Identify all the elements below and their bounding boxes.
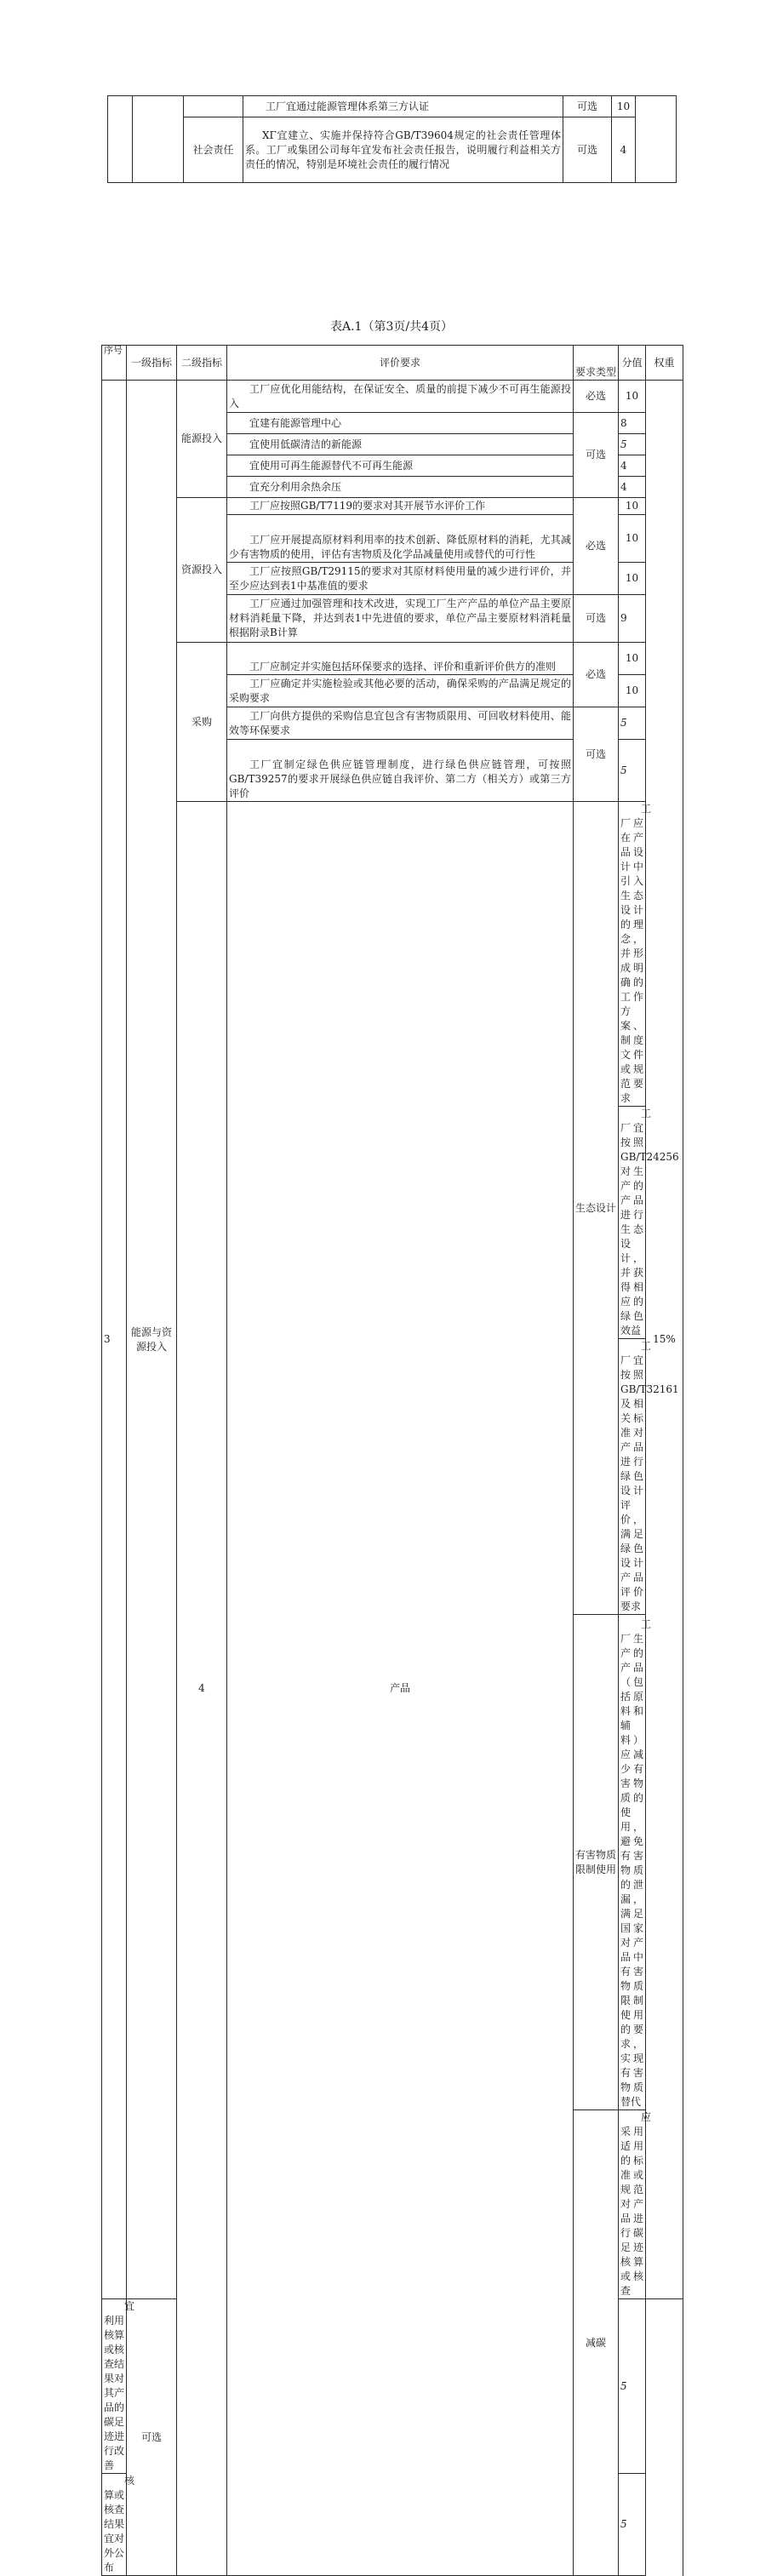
score-cell: 4 <box>619 455 646 477</box>
section-no: 3 <box>102 381 127 2299</box>
requirement-cell: 工厂应确定并实施检验或其他必要的活动，确保采购的产品满足规定的采购要求 <box>227 675 574 707</box>
requirement-cell: XΓ宜建立、实施并保持符合GB/T39604规定的社会责任管理体系。工厂或集团公司每年宜发布社会责任报告，说明履行利益相关方责任的情况，特别是环境社会责任的履行情况 <box>243 117 563 183</box>
score-cell: 5 <box>619 2474 646 2576</box>
requirement-cell: 工厂宜通过能源管理体系第三方认证 <box>243 96 563 117</box>
requirement-cell: 宜建有能源管理中心 <box>227 413 574 434</box>
requirement-cell: 工厂宜制定绿色供应链管理制度，进行绿色供应链管理，可按照GB/T39257的要求开展绿色供应链自我评价、第二方（相关方）或第三方评价 <box>227 740 574 802</box>
requirement-cell: 工厂应通过加强管理和技术改进，实现工厂生产产品的单位产品主要原材料消耗量下降，并达到表1中先进值的要求，单位产品主要原材料消耗量根据附录B计算 <box>227 595 574 643</box>
requirement-cell: 宜利用核算或核查结果对其产品的碳足迹进行改善 <box>102 2299 127 2474</box>
score-cell: 5 <box>619 434 646 455</box>
type-cell: 可选 <box>127 2299 177 2576</box>
table-caption: 表A.1（第3页/共4页） <box>330 320 453 334</box>
table-row <box>102 802 683 1107</box>
header-level1: 一级指标 <box>127 346 177 381</box>
level2-cell: 有害物质限制使用 <box>574 1615 619 2110</box>
header-weight: 权重 <box>646 346 683 381</box>
score-cell: 10 <box>619 381 646 413</box>
score-cell: 10 <box>619 675 646 707</box>
evaluation-table <box>101 345 683 2576</box>
score-cell: 10 <box>619 515 646 563</box>
score-cell: 9 <box>619 595 646 643</box>
score-cell: 5 <box>619 740 646 802</box>
score-cell: 4 <box>619 477 646 498</box>
level2-cell: 减碳 <box>574 2110 619 2576</box>
header-score: 分值 <box>619 346 646 381</box>
requirement-cell: 宜使用可再生能源替代不可再生能源 <box>227 455 574 477</box>
type-cell: 必选 <box>574 643 619 707</box>
requirement-cell: 宜使用低碳清洁的新能源 <box>227 434 574 455</box>
score-cell: 5 <box>619 2299 646 2474</box>
empty-cell <box>108 96 133 183</box>
type-cell: 必选 <box>574 498 619 595</box>
type-cell: 必选 <box>574 381 619 413</box>
requirement-cell: 工厂应优化用能结构，在保证安全、质量的前提下减少不可再生能源投入 <box>227 381 574 413</box>
requirement-cell: 工厂应按照GB/T29115的要求对其原材料使用量的减少进行评价，并至少应达到表1中基准值的要求 <box>227 563 574 595</box>
type-cell: 可选 <box>574 413 619 498</box>
requirement-cell: 工厂宜按照GB/T32161及相关标准对产品进行绿色设计评价，满足绿色设计产品评价要求 <box>619 1339 646 1615</box>
score-cell: 5 <box>619 707 646 740</box>
requirement-cell: 工厂向供方提供的采购信息宜包含有害物质限用、可回收材料使用、能效等环保要求 <box>227 707 574 740</box>
score-cell: 10 <box>619 498 646 515</box>
level1-cell: 产品 <box>227 802 574 2576</box>
requirement-cell: 宜充分利用余热余压 <box>227 477 574 498</box>
type-cell: 可选 <box>563 96 612 117</box>
score-cell: 10 <box>619 563 646 595</box>
requirement-cell: 工厂应制定并实施包括环保要求的选择、评价和重新评价供方的准则 <box>227 643 574 675</box>
table-header-row <box>102 346 683 381</box>
table-row <box>102 498 683 515</box>
header-requirement: 评价要求 <box>227 346 574 381</box>
empty-cell <box>636 96 677 183</box>
empty-cell <box>133 96 184 183</box>
header-type: 要求类型 <box>574 346 619 381</box>
level2-cell: 能源投入 <box>177 381 227 498</box>
table-row <box>102 643 683 675</box>
weight-cell: 15% <box>646 381 683 2299</box>
type-cell: 可选 <box>563 117 612 183</box>
level2-cell: 生态设计 <box>574 802 619 1615</box>
level1-cell: 能源与资源投入 <box>127 381 177 2299</box>
header-no: 序号 <box>102 346 127 381</box>
score-cell: 4 <box>612 117 636 183</box>
requirement-cell: 核算或核查结果宜对外公布 <box>102 2474 127 2576</box>
table-row <box>102 381 683 413</box>
continuation-table <box>107 95 677 183</box>
header-level2: 二级指标 <box>177 346 227 381</box>
score-cell: 10 <box>619 643 646 675</box>
level2-cell: 资源投入 <box>177 498 227 643</box>
requirement-cell: 工厂应开展提高原材料利用率的技术创新、降低原材料的消耗，尤其减少有害物质的使用，评估有害物质及化学品减量使用或替代的可行性 <box>227 515 574 563</box>
requirement-cell: 工厂应在产品设计中引入生态设计的理念，并形成明确的工作方案、制度文件或规范要求 <box>619 802 646 1107</box>
type-cell: 可选 <box>574 707 619 802</box>
requirement-cell: 工厂生产的产品（包括原料和辅料）应减少有害物质的使用，避免有害物质的泄漏，满足国家对产品中有害物质限制使用的要求，实现有害物质替代 <box>619 1615 646 2110</box>
level2-cell: 社会责任 <box>184 117 243 183</box>
empty-cell <box>184 96 243 117</box>
level2-cell: 采购 <box>177 643 227 802</box>
requirement-cell: 工厂宜按照GB/T24256对生产的产品进行生态设计，并获得相应的绿色效益 <box>619 1107 646 1339</box>
section-no: 4 <box>177 802 227 2576</box>
score-cell: 10 <box>612 96 636 117</box>
type-cell: 可选 <box>574 595 619 643</box>
requirement-cell: 应采用适用的标准或规范对产品进行碳足迹核算或核查 <box>619 2110 646 2299</box>
score-cell: 8 <box>619 413 646 434</box>
requirement-cell: 工厂应按照GB/T7119的要求对其开展节水评价工作 <box>227 498 574 515</box>
